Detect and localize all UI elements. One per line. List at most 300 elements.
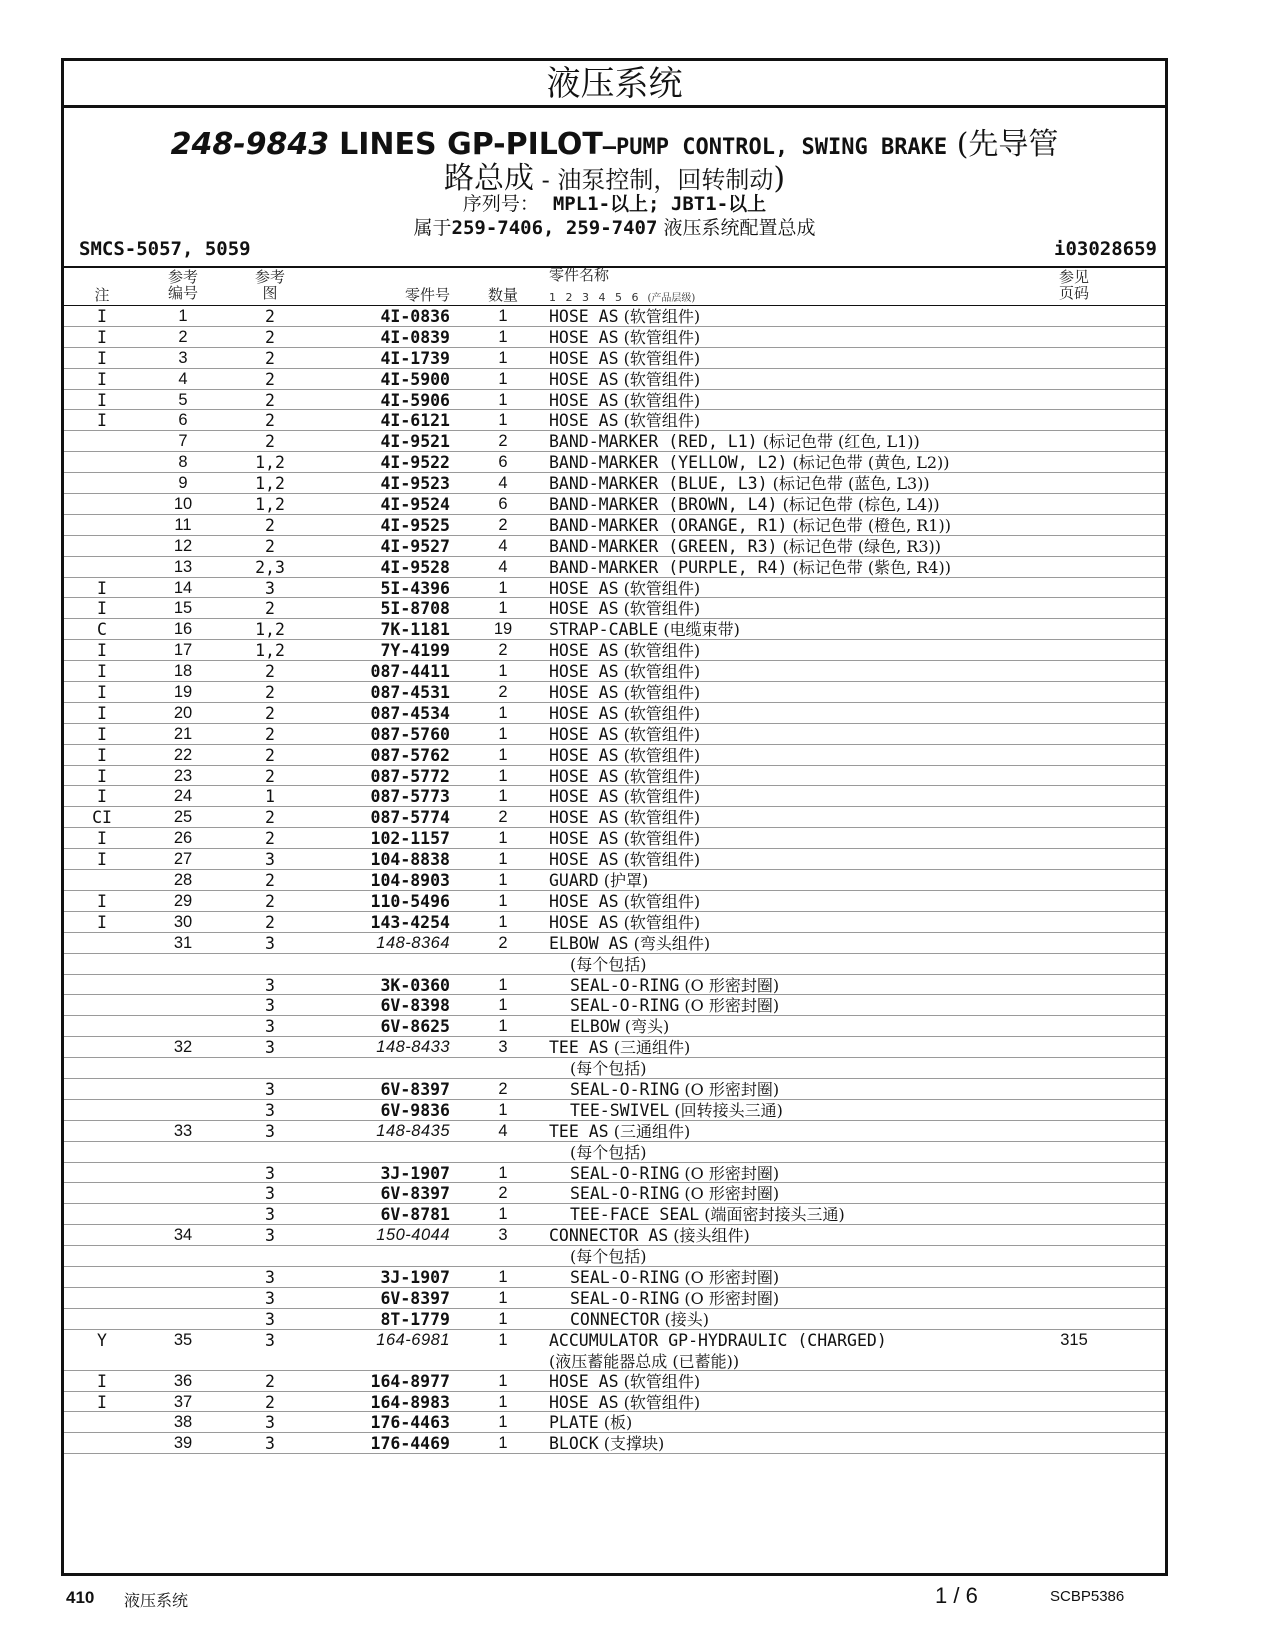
row-part-name-cn: (软管组件) (618, 1371, 701, 1391)
row-part-number: 148-8364 (376, 933, 450, 952)
row-part-name-cn: (软管组件) (618, 808, 701, 828)
row-part-number: 148-8435 (376, 1121, 450, 1140)
col-note: 注 (94, 286, 110, 304)
row-figure: 2 (265, 703, 275, 723)
row-part-number: 4I-9527 (380, 536, 450, 556)
row-part-number: 104-8838 (370, 850, 450, 870)
row-ref-number: 17 (173, 641, 193, 660)
row-part-number: 150-4044 (376, 1226, 450, 1245)
row-quantity: 4 (498, 536, 508, 555)
table-row (64, 536, 1165, 557)
row-part-name (549, 766, 700, 787)
header-divider (64, 266, 1165, 268)
table-row (64, 745, 1165, 766)
table-row (64, 640, 1165, 661)
row-quantity: 1 (498, 1017, 508, 1036)
row-quantity: 1 (498, 891, 508, 910)
row-part-number: 087-4411 (370, 662, 450, 682)
row-ref-number: 24 (173, 787, 193, 806)
row-part-name-en: HOSE AS (549, 369, 619, 389)
row-part-name-en: BAND-MARKER (BROWN, L4) (549, 495, 778, 515)
row-part-name (549, 494, 940, 515)
row-part-name-en: BAND-MARKER (YELLOW, L2) (549, 453, 788, 473)
row-part-name (549, 306, 700, 327)
row-note: I (97, 683, 107, 703)
row-ref-number: 2 (178, 327, 188, 346)
row-quantity: 1 (498, 912, 508, 931)
row-part-name-cn: (三通组件) (608, 1038, 691, 1058)
row-part-name (570, 954, 647, 975)
row-part-name (570, 1016, 669, 1037)
row-part-name (549, 807, 700, 828)
row-part-number: 110-5496 (370, 891, 450, 911)
row-part-name-en: HOSE AS (549, 641, 619, 661)
row-part-number: 143-4254 (370, 912, 450, 932)
row-part-number: 6V-8398 (380, 996, 450, 1016)
row-ref-number: 5 (178, 390, 188, 409)
row-part-name (570, 975, 779, 996)
row-ref-number: 9 (178, 474, 188, 493)
row-figure: 2 (265, 808, 275, 828)
row-ref-number: 25 (173, 808, 193, 827)
row-note: I (97, 348, 107, 368)
row-note: C (97, 620, 107, 640)
row-note: I (97, 829, 107, 849)
table-row (64, 348, 1165, 369)
smcs-code: SMCS-5057, 5059 (79, 238, 251, 260)
row-note: I (97, 411, 107, 431)
row-part-name (549, 1433, 664, 1454)
table-row (64, 390, 1165, 411)
row-quantity: 1 (498, 369, 508, 388)
col-name: 零件名称 (549, 266, 610, 284)
row-part-number: 176-4469 (370, 1434, 450, 1454)
row-part-name-en: ACCUMULATOR GP-HYDRAULIC (CHARGED) (549, 1330, 887, 1350)
row-ref-number: 23 (173, 766, 193, 785)
row-part-number: 7Y-4199 (380, 641, 450, 661)
row-part-number: 4I-9521 (380, 432, 450, 452)
table-row (64, 1225, 1165, 1246)
row-ref-number: 32 (173, 1038, 193, 1057)
row-part-name-cn: (O 形密封圈) (679, 1288, 780, 1308)
row-figure: 3 (265, 578, 275, 598)
row-part-number: 6V-8781 (380, 1205, 450, 1225)
row-part-name-cn: (软管组件) (618, 307, 701, 326)
table-row (64, 828, 1165, 849)
row-ref-number: 31 (173, 933, 193, 952)
row-part-number: 4I-0836 (380, 307, 450, 326)
col-ref-no (160, 269, 206, 301)
table-row (64, 1037, 1165, 1058)
row-part-name-en: HOSE AS (549, 766, 619, 786)
row-part-name-cn: (O 形密封圈) (679, 1163, 780, 1183)
row-quantity: 1 (498, 1330, 508, 1349)
row-quantity: 1 (498, 307, 508, 325)
row-ref-number: 22 (173, 745, 193, 764)
row-part-name (570, 1100, 783, 1121)
table-row (64, 431, 1165, 452)
row-note: I (97, 641, 107, 661)
table-row (64, 682, 1165, 703)
row-note: I (97, 390, 107, 410)
table-row (64, 1183, 1165, 1204)
row-part-name-en: BAND-MARKER (ORANGE, R1) (549, 515, 788, 535)
table-row (64, 954, 1165, 975)
row-part-number: 087-5772 (370, 766, 450, 786)
row-part-name-en: HOSE AS (549, 808, 619, 828)
row-note: I (97, 745, 107, 765)
row-figure: 1,2 (255, 620, 285, 640)
row-part-name-cn: (软管组件) (618, 745, 701, 765)
row-quantity: 1 (498, 662, 508, 681)
row-quantity: 1 (498, 348, 508, 367)
row-part-number: 4I-5906 (380, 390, 450, 410)
row-figure: 2 (265, 745, 275, 765)
row-part-number: 087-5760 (370, 724, 450, 744)
row-ref-number: 27 (173, 850, 193, 869)
table-row (64, 306, 1165, 327)
col-ref-no-line2: 编号 (167, 284, 198, 302)
table-row (64, 807, 1165, 828)
row-part-name-en: BAND-MARKER (RED, L1) (549, 432, 758, 452)
row-part-name-en: HOSE AS (549, 662, 619, 682)
row-part-name-en: SEAL-O-RING (570, 996, 680, 1016)
row-quantity: 3 (498, 1226, 508, 1245)
row-part-name (549, 640, 700, 661)
row-part-number: 3K-0360 (380, 975, 450, 995)
row-figure: 2 (265, 390, 275, 410)
row-part-name (570, 1204, 845, 1225)
row-part-number: 6V-8397 (380, 1079, 450, 1099)
table-row (64, 912, 1165, 933)
row-part-name-cn: (软管组件) (618, 787, 701, 807)
row-ref-number: 26 (173, 829, 193, 848)
row-part-name-cn: (弯头组件) (628, 933, 711, 953)
row-part-name-cn: (电缆束带) (658, 620, 740, 640)
row-figure: 3 (265, 1017, 275, 1037)
row-figure: 2 (265, 348, 275, 368)
row-figure: 3 (265, 1079, 275, 1099)
row-part-name-cn: (软管组件) (618, 829, 701, 849)
row-part-name-en: SEAL-O-RING (570, 1079, 680, 1099)
row-quantity: 1 (498, 578, 508, 597)
row-note: I (97, 912, 107, 932)
table-row (64, 557, 1165, 578)
row-note: I (97, 1392, 107, 1412)
row-figure: 1,2 (255, 495, 285, 515)
footer-section: 液压系统 (124, 1591, 189, 1610)
section-title: 液压系统 (64, 61, 1165, 108)
row-part-name-en: ELBOW (570, 1017, 620, 1037)
serial-value: MPL1-以上; JBT1-以上 (552, 193, 767, 215)
row-ref-number: 20 (173, 703, 193, 722)
row-part-name-cn: (软管组件) (618, 641, 701, 661)
row-part-name (549, 870, 648, 891)
row-note: I (97, 703, 107, 723)
row-part-name-en: SEAL-O-RING (570, 1288, 680, 1308)
row-part-name (549, 536, 941, 557)
row-quantity: 1 (498, 1371, 508, 1390)
row-quantity: 1 (498, 1100, 508, 1119)
row-ref-number: 21 (173, 724, 193, 743)
row-ref-number: 37 (173, 1392, 193, 1411)
row-part-name-cn: (标记色带 (棕色, L4)) (777, 495, 940, 515)
row-figure: 2 (265, 871, 275, 891)
table-row (64, 1016, 1165, 1037)
row-figure: 2 (265, 829, 275, 849)
table-row (64, 891, 1165, 912)
row-part-number: 6V-8625 (380, 1017, 450, 1037)
row-part-name (549, 1330, 887, 1372)
row-note: I (97, 766, 107, 786)
row-note: I (97, 369, 107, 389)
row-part-name (549, 1371, 700, 1392)
table-row (64, 619, 1165, 640)
parts-table (64, 306, 1165, 1454)
row-quantity: 1 (498, 724, 508, 743)
row-quantity: 1 (498, 327, 508, 346)
row-part-number: 6V-8397 (380, 1288, 450, 1308)
table-row (64, 786, 1165, 807)
row-part-name-en: SEAL-O-RING (570, 1267, 680, 1287)
row-part-name-en: HOSE AS (549, 745, 619, 765)
row-note: I (97, 724, 107, 744)
row-ref-number: 35 (173, 1330, 193, 1349)
row-part-name-cn: (每个包括) (570, 1247, 647, 1267)
table-row (64, 598, 1165, 619)
row-quantity: 4 (498, 557, 508, 576)
row-part-name-cn: (软管组件) (618, 891, 701, 911)
row-figure: 3 (265, 1226, 275, 1246)
group-cn-subtitle: - 油泵控制，回转制动 (533, 166, 774, 194)
row-part-name (549, 348, 700, 369)
row-part-name-en: HOSE AS (549, 390, 619, 410)
row-part-name-cn: (软管组件) (618, 599, 701, 619)
row-ref-number: 13 (173, 557, 193, 576)
row-note: Y (97, 1330, 107, 1350)
row-part-name-cn: (软管组件) (618, 369, 701, 389)
row-part-number: 4I-9525 (380, 515, 450, 535)
row-part-name-en: SEAL-O-RING (570, 975, 680, 995)
row-part-name-en: HOSE AS (549, 891, 619, 911)
row-part-number: 087-4531 (370, 683, 450, 703)
table-row (64, 995, 1165, 1016)
belongs-value: 259-7406, 259-7407 (451, 217, 658, 239)
row-part-name-cn: (标记色带 (紫色, R4)) (787, 557, 951, 577)
row-part-number: 176-4463 (370, 1413, 450, 1433)
row-note: I (97, 850, 107, 870)
col-name-levels-digits: 1 2 3 4 5 6 (549, 291, 642, 304)
document-id: i03028659 (1054, 238, 1157, 260)
row-part-name (549, 828, 700, 849)
row-ref-number: 34 (173, 1226, 193, 1245)
row-part-number: 4I-9522 (380, 453, 450, 473)
row-part-name-en: SEAL-O-RING (570, 1184, 680, 1204)
row-quantity: 2 (498, 432, 508, 451)
belongs-to (64, 213, 1165, 240)
row-quantity: 1 (498, 975, 508, 994)
row-ref-number: 28 (173, 871, 193, 890)
row-part-name (549, 1392, 700, 1413)
row-part-name (570, 1058, 647, 1079)
row-ref-number: 16 (173, 620, 193, 639)
row-part-name-en: ELBOW AS (549, 933, 629, 953)
row-part-name (549, 431, 920, 452)
row-part-number: 104-8903 (370, 871, 450, 891)
row-part-name (549, 1121, 690, 1142)
row-figure: 2 (265, 599, 275, 619)
row-part-number: 6V-9836 (380, 1100, 450, 1120)
row-part-name-en: TEE-SWIVEL (570, 1100, 670, 1120)
col-name-levels (549, 289, 695, 304)
row-figure: 2 (265, 515, 275, 535)
row-part-name (570, 1079, 779, 1100)
belongs-label: 属于 (413, 217, 452, 239)
col-page-line2: 页码 (1058, 284, 1089, 302)
row-part-name-cn: (每个包括) (570, 1142, 647, 1162)
row-part-name-en: HOSE AS (549, 599, 619, 619)
table-row (64, 515, 1165, 536)
row-quantity: 4 (498, 1121, 508, 1140)
row-figure: 3 (265, 1413, 275, 1433)
row-ref-number: 8 (178, 453, 188, 472)
table-row (64, 1433, 1165, 1454)
row-part-name-cn: (软管组件) (618, 766, 701, 786)
row-figure: 2,3 (255, 557, 285, 577)
row-quantity: 6 (498, 495, 508, 514)
row-part-name-cn: (软管组件) (618, 411, 701, 431)
row-ref-number: 11 (174, 515, 192, 534)
row-part-name (549, 410, 700, 431)
row-part-name-cn: (软管组件) (618, 683, 701, 703)
row-part-name-en: CONNECTOR AS (549, 1226, 669, 1246)
table-row (64, 578, 1165, 599)
row-part-name-en: STRAP-CABLE (549, 620, 659, 640)
row-part-name-en: BLOCK (549, 1434, 599, 1454)
row-part-name-cn: (标记色带 (蓝色, L3)) (767, 474, 930, 494)
row-figure: 3 (265, 975, 275, 995)
col-name-levels-note: (产品层级) (647, 293, 696, 304)
row-figure: 2 (265, 891, 275, 911)
row-part-name-cn: (接头组件) (668, 1226, 750, 1246)
row-figure: 2 (265, 1371, 275, 1391)
row-part-name (549, 891, 700, 912)
table-row (64, 1267, 1165, 1288)
row-note: I (97, 787, 107, 807)
row-part-name-en: HOSE AS (549, 348, 619, 368)
row-note: I (97, 599, 107, 619)
row-figure: 1 (265, 787, 275, 807)
row-quantity: 2 (498, 683, 508, 702)
belongs-label-2: 液压系统配置总成 (657, 217, 816, 239)
row-part-name-cn: (板) (598, 1413, 633, 1433)
col-part-no: 零件号 (404, 286, 450, 304)
row-part-name (549, 745, 700, 766)
row-part-name-cn: (标记色带 (红色, L1)) (757, 432, 920, 452)
row-figure: 2 (265, 912, 275, 932)
row-part-number: 087-5773 (370, 787, 450, 807)
row-ref-number: 7 (178, 432, 188, 451)
row-part-name (549, 724, 700, 745)
row-quantity: 1 (498, 829, 508, 848)
col-ref-no-line1: 参考 (167, 268, 198, 286)
row-part-number: 164-8977 (370, 1371, 450, 1391)
row-part-name-cn: (软管组件) (618, 1392, 701, 1412)
row-part-name-en: TEE-FACE SEAL (570, 1205, 700, 1225)
row-quantity: 2 (498, 515, 508, 534)
row-part-name-cn: (软管组件) (618, 850, 701, 870)
row-part-name-cn: (O 形密封圈) (679, 996, 780, 1016)
serial-numbers (64, 189, 1165, 216)
row-figure: 3 (265, 1100, 275, 1120)
row-quantity: 2 (498, 1184, 508, 1203)
row-quantity: 2 (498, 1079, 508, 1098)
row-part-name (570, 1183, 779, 1204)
group-cn-title-cont: 路总成 (443, 161, 534, 196)
group-part-number: 248-9843 (170, 127, 330, 162)
row-part-name (549, 369, 700, 390)
row-ref-number: 38 (173, 1413, 193, 1432)
row-figure: 2 (265, 662, 275, 682)
table-row (64, 849, 1165, 870)
row-part-number: 7K-1181 (380, 620, 450, 640)
row-part-number: 148-8433 (376, 1038, 450, 1057)
row-part-name (570, 1246, 647, 1267)
row-part-name (570, 1163, 779, 1184)
row-note: I (97, 307, 107, 326)
row-quantity: 1 (498, 1163, 508, 1182)
row-part-name (549, 598, 700, 619)
row-ref-number: 4 (178, 369, 188, 388)
row-part-name (549, 1412, 632, 1433)
row-part-number: 6V-8397 (380, 1184, 450, 1204)
col-page (1049, 269, 1099, 301)
row-ref-number: 3 (178, 348, 188, 367)
row-figure: 2 (265, 432, 275, 452)
row-figure: 3 (265, 1288, 275, 1308)
table-row (64, 1058, 1165, 1079)
row-figure: 3 (265, 1309, 275, 1329)
row-part-name-en: HOSE AS (549, 787, 619, 807)
row-quantity: 1 (498, 411, 508, 430)
table-row (64, 1121, 1165, 1142)
row-part-name-cn: (标记色带 (黄色, L2)) (787, 453, 950, 473)
row-figure: 3 (265, 933, 275, 953)
row-quantity: 1 (498, 1309, 508, 1328)
row-figure: 1,2 (255, 474, 285, 494)
row-part-number: 4I-9524 (380, 495, 450, 515)
row-part-name (549, 1225, 750, 1246)
row-part-name-en: BAND-MARKER (GREEN, R3) (549, 536, 778, 556)
row-part-name-cn: (护罩) (598, 871, 649, 891)
row-quantity: 1 (498, 787, 508, 806)
row-part-name (549, 452, 950, 473)
row-part-name-cn: (软管组件) (618, 348, 701, 368)
row-part-name-cn: (标记色带 (橙色, R1)) (787, 515, 951, 535)
row-part-name-cn: (软管组件) (618, 724, 701, 744)
row-part-name-en: HOSE AS (549, 1392, 619, 1412)
table-row (64, 703, 1165, 724)
row-part-name-cn: (软管组件) (618, 390, 701, 410)
row-part-name (549, 849, 700, 870)
row-part-number: 4I-0839 (380, 327, 450, 347)
row-figure: 2 (265, 724, 275, 744)
row-part-name (549, 912, 700, 933)
row-part-name (570, 1288, 779, 1309)
row-quantity: 1 (498, 390, 508, 409)
table-row (64, 975, 1165, 996)
row-figure: 3 (265, 1121, 275, 1141)
